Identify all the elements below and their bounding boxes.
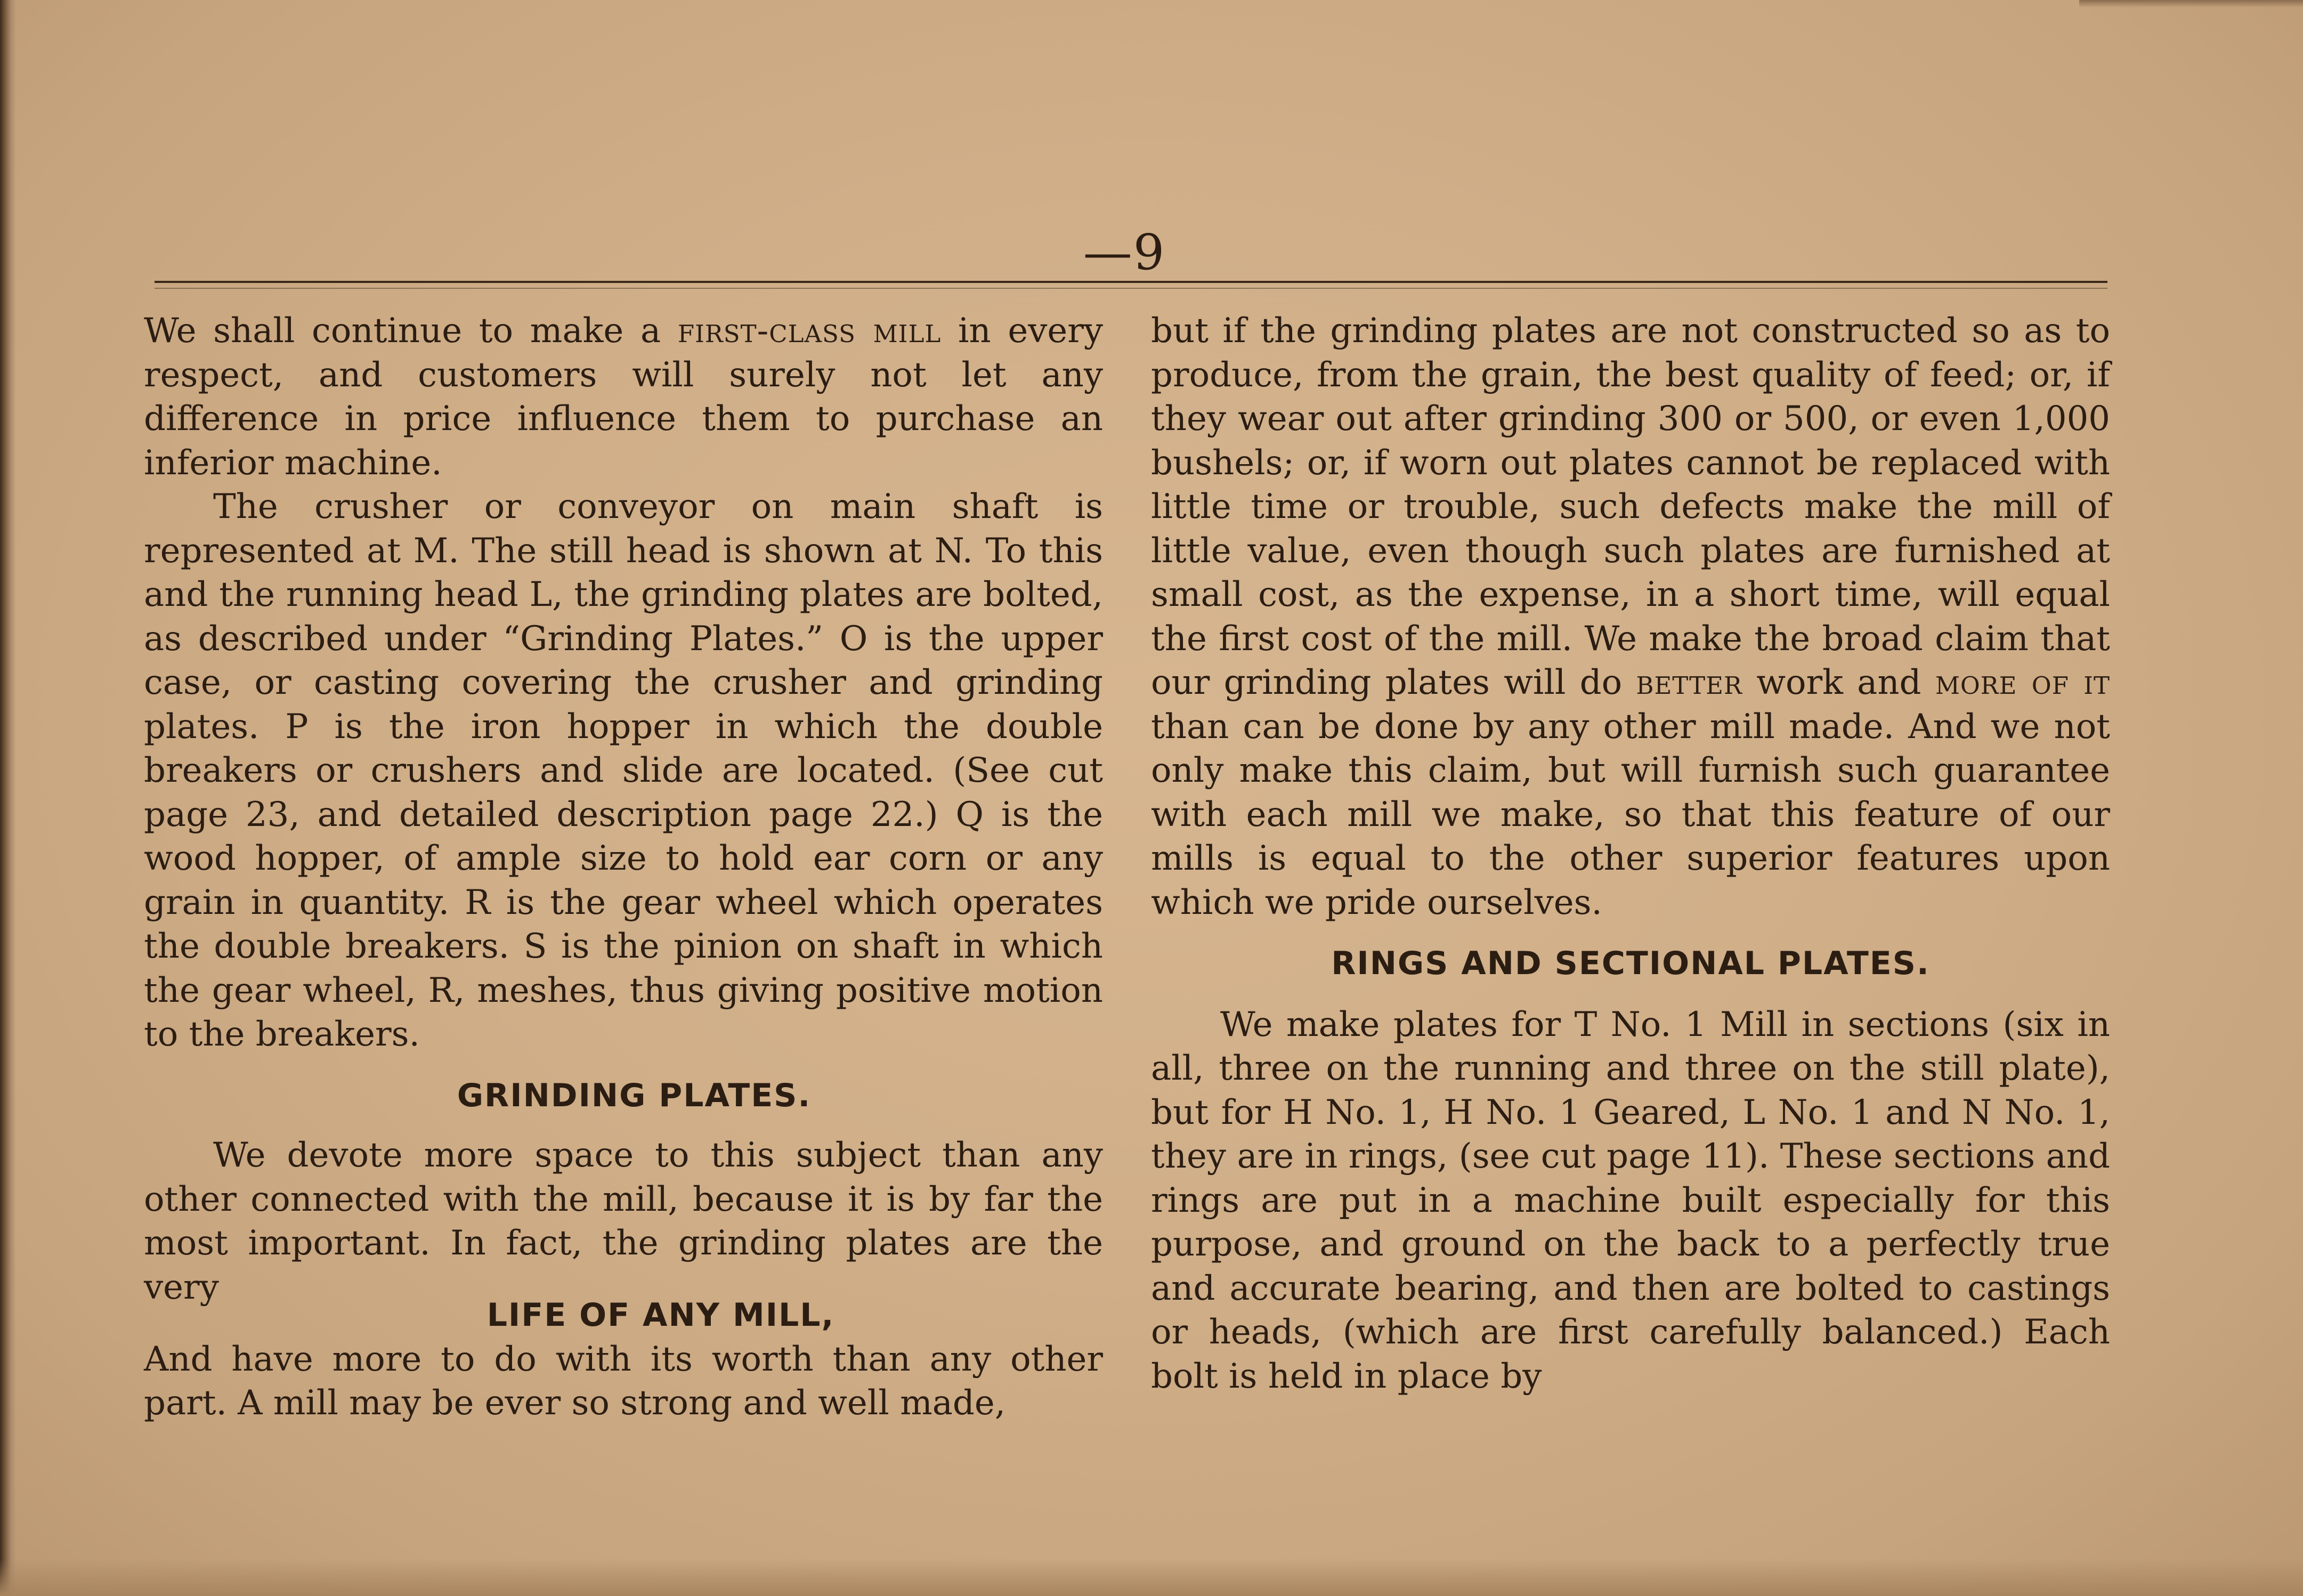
emphasis-more-of-it: more of it	[1935, 663, 2110, 702]
heading-life-of-any-mill: LIFE OF ANY MILL,	[486, 1297, 835, 1334]
emphasis-better: better	[1636, 663, 1742, 702]
paragraph-grinding-plates: We devote more space to this subject than any other connected with the mill, because it is by far the most important. In fact, the grinding plates are the very	[144, 1136, 1103, 1307]
header-rule-secondary	[155, 288, 2107, 289]
page-number: —9	[1083, 224, 1166, 281]
emphasis-first-class-mill: first-class mill	[677, 311, 942, 351]
paragraph-rings-sections: We make plates for T No. 1 Mill in sections (six in all, three on the running and three on the still plate), but for H No. 1, H No. 1 Geared, L No. 1 and N No. 1, they are in rings, (see cut page 11). These sections and rings are put in a machine built especially for this purpose, and ground on the back to a perfectly true and accurate bearing, and then are bolted to castings or heads, (which are first carefully balanced.) Each bolt is held in place by	[1151, 1004, 2110, 1396]
right-column	[1151, 309, 2110, 1398]
paragraph-worth: And have more to do with its worth than any other part. A mill may be ever so strong and well made,	[144, 1339, 1103, 1423]
paragraph-first-class-mill: We shall continue to make a first-class mill in every respect, and customers will surely not let any difference in price influence them to purchase an inferior machine.	[144, 311, 1104, 483]
header-rule	[155, 281, 2107, 283]
heading-rings-and-sectional-plates: RINGS AND SECTIONAL PLATES.	[1331, 945, 1930, 982]
paragraph-crusher-description: The crusher or conveyor on main shaft is represented at M. The still head is shown at N. To this and the running head L, the grinding plates are bolted, as described under “Grinding Plates.” O is the upper case, or casting covering the crusher and grinding plates. P is the iron hopper in which the double breakers or crushers and slide are located. (See cut page 23, and detailed description page 22.) Q is the wood hopper, of ample size to hold ear corn or any grain in quantity. R is the gear wheel which operates the double breakers. S is the pinion on shaft in which the gear wheel, R, meshes, thus giving positive motion to the breakers.	[144, 487, 1103, 1054]
page-edge-top	[2079, 0, 2303, 7]
left-column	[144, 309, 1103, 1425]
heading-grinding-plates: GRINDING PLATES.	[457, 1076, 812, 1114]
paragraph-grinding-claim: but if the grinding plates are not constructed so as to produce, from the grain, the best quality of feed; or, if they wear out after grinding 300 or 500, or even 1,000 bushels; or, if worn out plates cannot be replaced with little time or trouble, such defects make the mill of little value, even though such plates are furnished at small cost, as the expense, in a short time, will equal the first cost of the mill. We make the broad claim that our grinding plates will do better work and more of it than can be done by any other mill made. And we not only make this claim, but will furnish such guarantee with each mill we make, so that this feature of our mills is equal to the other superior features upon which we pride ourselves.	[1151, 311, 2110, 922]
spine-shadow	[0, 0, 16, 1596]
page-edge-bottom	[0, 1559, 2303, 1596]
